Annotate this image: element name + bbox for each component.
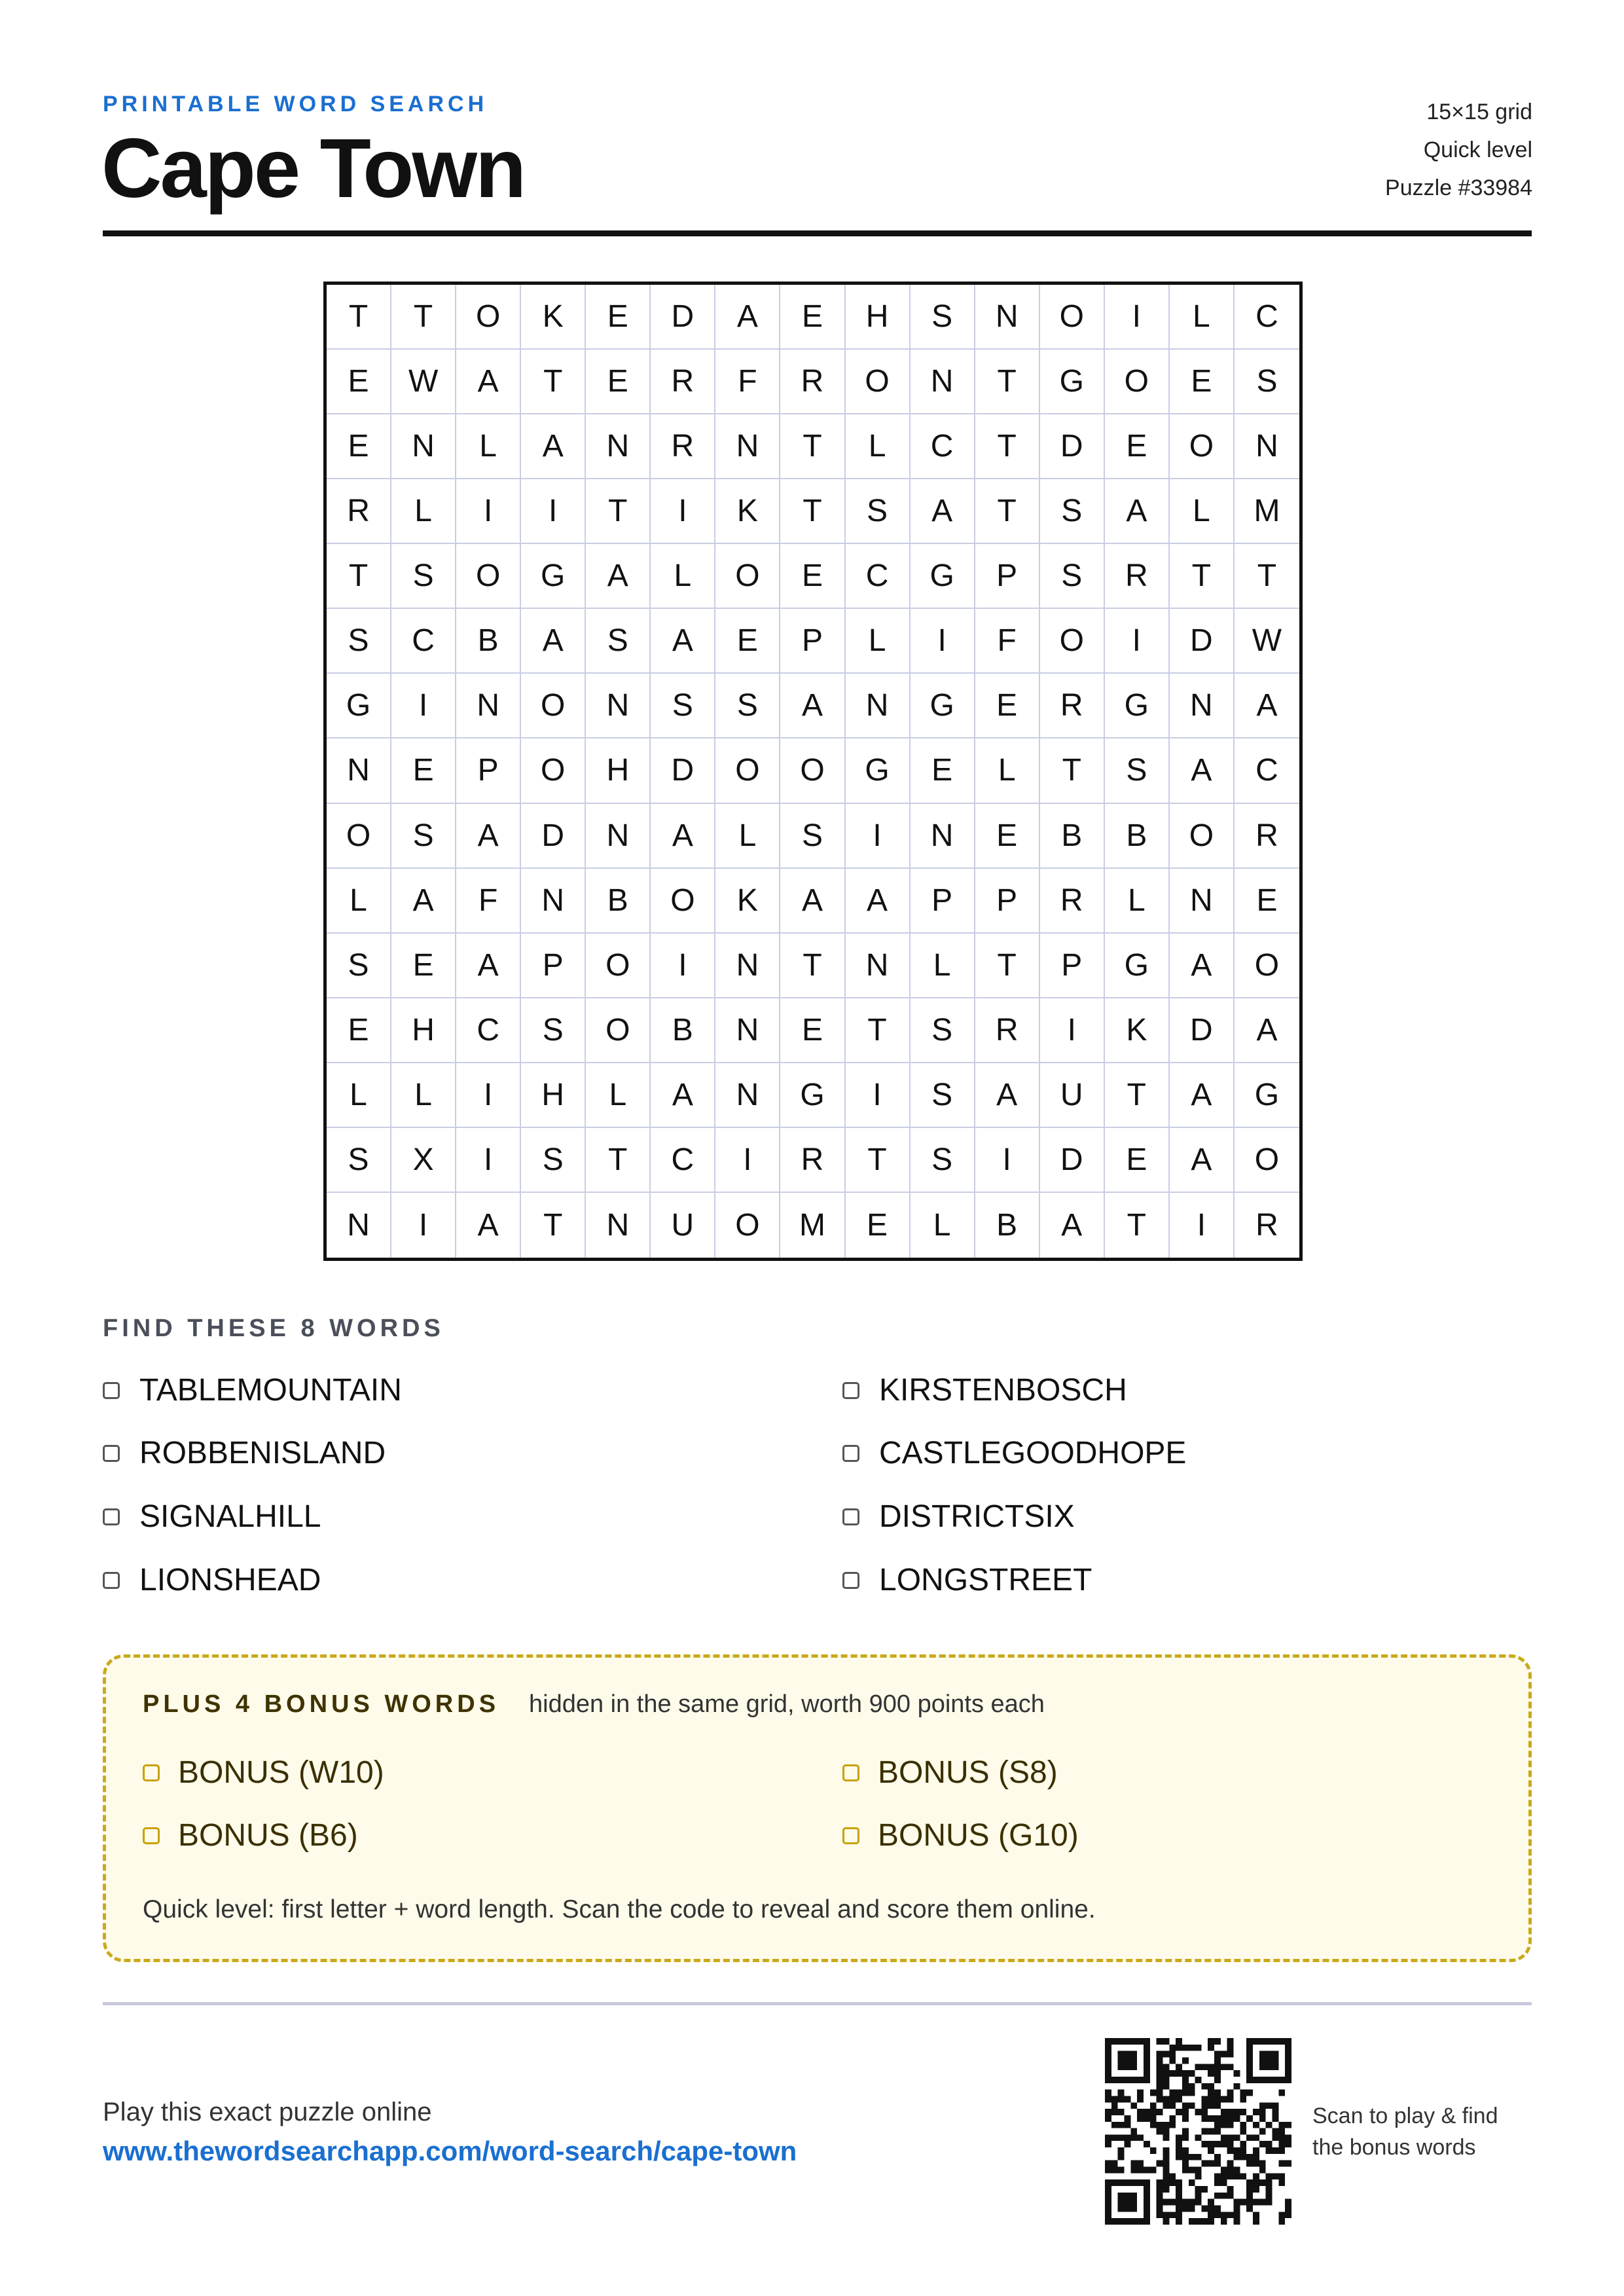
grid-cell[interactable]: L <box>391 1063 456 1128</box>
grid-cell[interactable]: N <box>911 350 975 414</box>
grid-cell[interactable]: E <box>1235 869 1299 934</box>
grid-cell[interactable]: S <box>521 998 586 1063</box>
grid-cell[interactable]: E <box>780 998 845 1063</box>
grid-cell[interactable]: N <box>715 1063 780 1128</box>
grid-cell[interactable]: O <box>1040 285 1105 350</box>
grid-cell[interactable]: D <box>1170 609 1235 674</box>
footer-divider <box>103 2002 1532 2005</box>
grid-cell[interactable]: E <box>911 738 975 803</box>
grid-cell[interactable]: I <box>846 804 911 869</box>
grid-cell[interactable]: N <box>327 1193 391 1258</box>
grid-cell[interactable]: O <box>456 285 521 350</box>
grid-cell[interactable]: I <box>846 1063 911 1128</box>
grid-cell[interactable]: E <box>715 609 780 674</box>
grid-cell[interactable]: E <box>327 998 391 1063</box>
grid-cell[interactable]: I <box>456 1128 521 1193</box>
word-list-heading: FIND THESE 8 WORDS <box>103 1315 444 1342</box>
grid-cell[interactable]: I <box>456 1063 521 1128</box>
grid-cell[interactable]: O <box>586 934 651 998</box>
letter-grid[interactable] <box>323 282 1303 1261</box>
grid-cell[interactable]: W <box>1235 609 1299 674</box>
grid-cell[interactable]: T <box>1105 1193 1170 1258</box>
grid-cell[interactable]: L <box>911 934 975 998</box>
grid-cell[interactable]: R <box>1255 1207 1278 1243</box>
grid-cell[interactable]: O <box>1170 414 1235 479</box>
grid-cell[interactable]: O <box>780 738 845 803</box>
grid-cell[interactable]: A <box>391 869 456 934</box>
grid-cell[interactable]: O <box>1235 934 1299 998</box>
word-item[interactable] <box>842 1499 1075 1535</box>
grid-cell[interactable]: N <box>586 804 651 869</box>
grid-cell[interactable]: K <box>715 479 780 544</box>
word-label: LONGSTREET <box>879 1563 1092 1597</box>
grid-cell[interactable]: S <box>911 285 975 350</box>
grid-cell[interactable]: S <box>391 544 456 609</box>
checkbox-icon[interactable] <box>103 1445 120 1462</box>
grid-cell[interactable]: A <box>911 479 975 544</box>
grid-cell[interactable]: O <box>1105 350 1170 414</box>
grid-cell[interactable]: S <box>651 674 715 738</box>
checkbox-icon[interactable] <box>103 1508 120 1525</box>
grid-cell[interactable]: A <box>1170 934 1235 998</box>
grid-cell[interactable]: E <box>1105 1128 1170 1193</box>
grid-cell[interactable]: E <box>975 804 1040 869</box>
word-label: DISTRICTSIX <box>879 1499 1075 1534</box>
grid-cell[interactable]: T <box>975 934 1040 998</box>
grid-cell[interactable]: G <box>1040 350 1105 414</box>
puzzle-meta <box>1385 93 1532 207</box>
bonus-item[interactable] <box>143 1755 384 1791</box>
grid-cell[interactable]: U <box>651 1193 715 1258</box>
grid-cell[interactable]: L <box>456 414 521 479</box>
grid-cell[interactable]: S <box>1105 738 1170 803</box>
grid-cell[interactable]: B <box>1040 804 1105 869</box>
grid-cell[interactable]: L <box>327 869 391 934</box>
grid-cell[interactable]: T <box>521 1193 586 1258</box>
grid-cell[interactable]: A <box>1235 674 1299 738</box>
grid-cell[interactable]: A <box>586 544 651 609</box>
grid-cell[interactable]: H <box>586 738 651 803</box>
grid-cell[interactable]: L <box>975 738 1040 803</box>
play-online-text: Play this exact puzzle online <box>103 2098 432 2126</box>
word-item[interactable] <box>103 1435 386 1471</box>
grid-cell[interactable]: S <box>911 1063 975 1128</box>
word-item[interactable] <box>103 1372 402 1408</box>
grid-cell[interactable]: O <box>586 998 651 1063</box>
grid-cell[interactable]: S <box>327 609 391 674</box>
bonus-note: Quick level: first letter + word length. Scan the code to reveal and score them online. <box>143 1895 1096 1923</box>
grid-cell[interactable]: N <box>327 738 391 803</box>
grid-cell[interactable]: E <box>327 350 391 414</box>
bonus-description: hidden in the same grid, worth 900 points each <box>529 1690 1045 1718</box>
grid-cell[interactable]: T <box>521 350 586 414</box>
grid-cell[interactable]: T <box>1235 544 1299 609</box>
word-label: LIONSHEAD <box>139 1563 321 1597</box>
grid-cell[interactable]: R <box>780 1128 845 1193</box>
grid-cell[interactable]: E <box>391 738 456 803</box>
grid-cell[interactable]: D <box>1040 1128 1105 1193</box>
grid-cell[interactable]: H <box>391 998 456 1063</box>
grid-cell[interactable]: E <box>586 285 651 350</box>
bonus-label: BONUS (S8) <box>878 1755 1058 1790</box>
grid-cell[interactable]: G <box>1235 1063 1299 1128</box>
word-item[interactable] <box>842 1372 1127 1408</box>
grid-cell[interactable]: N <box>715 934 780 998</box>
grid-cell[interactable]: S <box>911 1128 975 1193</box>
grid-cell[interactable]: S <box>1040 479 1105 544</box>
grid-cell[interactable]: R <box>651 350 715 414</box>
bonus-item[interactable] <box>143 1817 358 1853</box>
puzzle-url-link[interactable]: www.thewordsearchapp.com/word-search/cape-town <box>103 2136 797 2166</box>
grid-cell[interactable]: S <box>327 934 391 998</box>
grid-cell[interactable]: H <box>846 285 911 350</box>
checkbox-icon[interactable] <box>842 1764 859 1781</box>
grid-cell[interactable]: K <box>1105 998 1170 1063</box>
grid-cell[interactable]: G <box>911 544 975 609</box>
checkbox-icon[interactable] <box>842 1382 859 1399</box>
grid-cell[interactable]: T <box>586 479 651 544</box>
grid-cell[interactable]: N <box>586 674 651 738</box>
grid-cell[interactable]: A <box>975 1063 1040 1128</box>
grid-cell[interactable]: T <box>1040 738 1105 803</box>
grid-cell[interactable]: C <box>651 1128 715 1193</box>
grid-cell[interactable]: R <box>1040 674 1105 738</box>
grid-cell[interactable]: T <box>975 414 1040 479</box>
grid-cell[interactable]: D <box>521 804 586 869</box>
grid-cell[interactable]: N <box>1235 414 1299 479</box>
grid-cell[interactable]: O <box>715 1193 780 1258</box>
grid-cell[interactable]: A <box>715 285 780 350</box>
grid-cell[interactable]: I <box>391 1193 456 1258</box>
bonus-label: BONUS (G10) <box>878 1818 1079 1853</box>
grid-cell[interactable]: L <box>651 544 715 609</box>
grid-cell[interactable]: O <box>1170 804 1235 869</box>
page-title: Cape Town <box>101 122 525 215</box>
grid-cell[interactable]: R <box>1235 804 1299 869</box>
grid-cell[interactable]: A <box>780 674 845 738</box>
grid-cell[interactable]: N <box>911 804 975 869</box>
grid-cell[interactable]: C <box>1235 285 1299 350</box>
grid-cell[interactable]: A <box>1105 479 1170 544</box>
grid-cell[interactable]: K <box>521 285 586 350</box>
checkbox-icon[interactable] <box>103 1572 120 1589</box>
grid-cell[interactable]: A <box>521 609 586 674</box>
checkbox-icon[interactable] <box>842 1508 859 1525</box>
grid-cell[interactable]: T <box>327 285 391 350</box>
grid-cell[interactable]: L <box>391 479 456 544</box>
grid-cell[interactable]: A <box>456 934 521 998</box>
grid-cell[interactable]: A <box>780 869 845 934</box>
scan-instructions <box>1312 2100 1498 2163</box>
grid-cell[interactable]: N <box>521 869 586 934</box>
checkbox-icon[interactable] <box>143 1764 160 1781</box>
header-divider <box>103 230 1532 236</box>
grid-cell[interactable]: O <box>521 738 586 803</box>
grid-cell[interactable]: R <box>651 414 715 479</box>
grid-cell[interactable]: R <box>327 479 391 544</box>
grid-cell[interactable]: C <box>456 998 521 1063</box>
grid-cell[interactable]: N <box>715 998 780 1063</box>
grid-cell[interactable]: T <box>391 285 456 350</box>
word-label: CASTLEGOODHOPE <box>879 1436 1187 1470</box>
checkbox-icon[interactable] <box>143 1827 160 1844</box>
grid-cell[interactable]: I <box>1105 285 1170 350</box>
grid-cell[interactable]: C <box>391 609 456 674</box>
grid-cell[interactable]: P <box>975 544 1040 609</box>
grid-cell[interactable]: N <box>846 674 911 738</box>
grid-cell[interactable]: N <box>456 674 521 738</box>
grid-cell[interactable]: N <box>586 414 651 479</box>
grid-cell[interactable]: L <box>327 1063 391 1128</box>
grid-cell[interactable]: P <box>911 869 975 934</box>
grid-cell[interactable]: R <box>1040 869 1105 934</box>
grid-cell[interactable]: F <box>975 609 1040 674</box>
qr-code[interactable] <box>1105 2038 1291 2225</box>
grid-cell[interactable]: E <box>846 1193 911 1258</box>
grid-cell[interactable]: I <box>1105 609 1170 674</box>
grid-cell[interactable]: G <box>911 674 975 738</box>
bonus-label: BONUS (B6) <box>178 1818 358 1853</box>
grid-cell[interactable]: A <box>1040 1193 1105 1258</box>
checkbox-icon[interactable] <box>842 1572 859 1589</box>
grid-cell[interactable]: I <box>715 1128 780 1193</box>
grid-cell[interactable]: S <box>391 804 456 869</box>
grid-cell[interactable]: B <box>456 609 521 674</box>
grid-cell[interactable]: U <box>1040 1063 1105 1128</box>
grid-cell[interactable]: K <box>715 869 780 934</box>
grid-cell[interactable]: I <box>651 934 715 998</box>
grid-cell[interactable]: M <box>780 1193 845 1258</box>
scan-line: Scan to play & find <box>1312 2104 1498 2128</box>
grid-cell[interactable]: T <box>780 414 845 479</box>
grid-cell[interactable]: T <box>780 479 845 544</box>
grid-cell[interactable]: T <box>975 350 1040 414</box>
grid-cell[interactable]: C <box>1235 738 1299 803</box>
grid-cell[interactable]: O <box>1040 609 1105 674</box>
grid-cell[interactable]: F <box>456 869 521 934</box>
grid-cell[interactable]: R <box>975 998 1040 1063</box>
word-label: ROBBENISLAND <box>139 1436 386 1470</box>
grid-cell[interactable]: I <box>1170 1193 1235 1258</box>
grid-cell[interactable]: P <box>456 738 521 803</box>
grid-cell[interactable]: T <box>1170 544 1235 609</box>
grid-cell[interactable]: G <box>327 674 391 738</box>
grid-cell[interactable]: B <box>975 1193 1040 1258</box>
grid-cell[interactable]: S <box>846 479 911 544</box>
grid-cell[interactable]: L <box>1170 285 1235 350</box>
grid-cell[interactable]: L <box>1105 869 1170 934</box>
grid-cell[interactable]: L <box>586 1063 651 1128</box>
grid-cell[interactable]: L <box>846 609 911 674</box>
grid-cell[interactable]: C <box>846 544 911 609</box>
difficulty-level: Quick level <box>1423 137 1532 162</box>
bonus-label: BONUS (W10) <box>178 1755 384 1790</box>
grid-cell[interactable]: A <box>1170 1128 1235 1193</box>
grid-cell[interactable]: T <box>1105 1063 1170 1128</box>
grid-cell[interactable]: P <box>521 934 586 998</box>
word-item[interactable] <box>842 1562 1092 1598</box>
grid-cell[interactable]: T <box>846 998 911 1063</box>
grid-cell[interactable]: E <box>1105 414 1170 479</box>
puzzle-number: Puzzle #33984 <box>1385 175 1532 200</box>
grid-size: 15×15 grid <box>1426 100 1532 124</box>
grid-cell[interactable]: T <box>780 934 845 998</box>
grid-cell[interactable]: A <box>456 1193 521 1258</box>
kicker-label: PRINTABLE WORD SEARCH <box>103 92 488 117</box>
bonus-item[interactable] <box>842 1755 1058 1791</box>
grid-cell[interactable]: S <box>1040 544 1105 609</box>
word-item[interactable] <box>103 1562 321 1598</box>
grid-cell[interactable]: S <box>780 804 845 869</box>
word-label: SIGNALHILL <box>139 1499 321 1534</box>
grid-cell[interactable]: L <box>715 804 780 869</box>
grid-cell[interactable]: D <box>651 738 715 803</box>
grid-cell[interactable]: A <box>651 1063 715 1128</box>
grid-cell[interactable]: O <box>1235 1128 1299 1193</box>
grid-cell[interactable]: G <box>1105 674 1170 738</box>
grid-cell[interactable]: C <box>911 414 975 479</box>
grid-cell[interactable]: R <box>780 350 845 414</box>
grid-cell[interactable]: O <box>327 804 391 869</box>
grid-cell[interactable]: P <box>780 609 845 674</box>
grid-cell[interactable]: O <box>651 869 715 934</box>
grid-cell[interactable]: X <box>391 1128 456 1193</box>
grid-cell[interactable]: A <box>456 804 521 869</box>
grid-cell[interactable]: T <box>846 1128 911 1193</box>
grid-cell[interactable]: A <box>1235 998 1299 1063</box>
grid-cell[interactable]: D <box>651 285 715 350</box>
grid-cell[interactable]: A <box>651 609 715 674</box>
grid-cell[interactable]: H <box>521 1063 586 1128</box>
grid-cell[interactable]: B <box>1105 804 1170 869</box>
grid-cell[interactable]: O <box>715 738 780 803</box>
grid-cell[interactable]: E <box>586 350 651 414</box>
checkbox-icon[interactable] <box>842 1445 859 1462</box>
grid-cell[interactable]: L <box>911 1193 975 1258</box>
grid-cell[interactable]: B <box>586 869 651 934</box>
grid-cell[interactable]: T <box>586 1128 651 1193</box>
grid-cell[interactable]: E <box>391 934 456 998</box>
grid-cell[interactable]: A <box>651 804 715 869</box>
grid-cell[interactable]: S <box>1235 350 1299 414</box>
grid-cell[interactable]: S <box>521 1128 586 1193</box>
grid-cell[interactable]: N <box>1170 869 1235 934</box>
checkbox-icon[interactable] <box>842 1827 859 1844</box>
grid-cell[interactable]: S <box>327 1128 391 1193</box>
grid-cell[interactable]: A <box>1170 738 1235 803</box>
grid-cell[interactable]: I <box>651 479 715 544</box>
word-item[interactable] <box>103 1499 321 1535</box>
scan-line: the bonus words <box>1312 2135 1476 2160</box>
grid-cell[interactable]: G <box>846 738 911 803</box>
grid-cell[interactable]: O <box>456 544 521 609</box>
grid-cell[interactable]: S <box>586 609 651 674</box>
grid-cell[interactable]: I <box>911 609 975 674</box>
grid-cell[interactable]: P <box>1040 934 1105 998</box>
grid-cell[interactable]: E <box>1170 350 1235 414</box>
grid-cell[interactable]: M <box>1235 479 1299 544</box>
grid-cell[interactable]: N <box>846 934 911 998</box>
grid-cell[interactable]: I <box>975 1128 1040 1193</box>
grid-cell[interactable]: R <box>1105 544 1170 609</box>
grid-cell[interactable]: B <box>651 998 715 1063</box>
grid-cell[interactable]: I <box>521 479 586 544</box>
word-label: KIRSTENBOSCH <box>879 1373 1127 1408</box>
grid-cell[interactable]: O <box>846 350 911 414</box>
grid-cell[interactable]: T <box>327 544 391 609</box>
grid-cell[interactable]: A <box>846 869 911 934</box>
checkbox-icon[interactable] <box>103 1382 120 1399</box>
grid-cell[interactable]: N <box>586 1193 651 1258</box>
grid-cell[interactable]: N <box>715 414 780 479</box>
grid-cell[interactable]: A <box>1170 1063 1235 1128</box>
grid-cell[interactable]: N <box>975 285 1040 350</box>
grid-cell[interactable]: I <box>456 479 521 544</box>
grid-cell[interactable]: I <box>391 674 456 738</box>
grid-cell[interactable]: D <box>1170 998 1235 1063</box>
grid-cell[interactable]: N <box>1170 674 1235 738</box>
grid-cell[interactable]: W <box>391 350 456 414</box>
bonus-item[interactable] <box>842 1817 1079 1853</box>
grid-cell[interactable]: A <box>521 414 586 479</box>
grid-cell[interactable]: S <box>715 674 780 738</box>
grid-cell[interactable]: E <box>327 414 391 479</box>
grid-cell[interactable]: A <box>456 350 521 414</box>
grid-cell[interactable]: N <box>391 414 456 479</box>
grid-cell[interactable]: G <box>521 544 586 609</box>
grid-cell[interactable]: O <box>521 674 586 738</box>
grid-cell[interactable]: E <box>975 674 1040 738</box>
grid-cell[interactable]: O <box>715 544 780 609</box>
word-item[interactable] <box>842 1435 1186 1471</box>
grid-cell[interactable]: E <box>780 285 845 350</box>
grid-cell[interactable]: E <box>780 544 845 609</box>
grid-cell[interactable]: I <box>1040 998 1105 1063</box>
grid-cell[interactable]: P <box>975 869 1040 934</box>
grid-cell[interactable]: G <box>780 1063 845 1128</box>
grid-cell[interactable]: D <box>1040 414 1105 479</box>
grid-cell[interactable]: L <box>846 414 911 479</box>
bonus-heading: PLUS 4 BONUS WORDS <box>143 1690 500 1718</box>
grid-cell[interactable]: T <box>975 479 1040 544</box>
grid-cell[interactable]: L <box>1170 479 1235 544</box>
word-label: TABLEMOUNTAIN <box>139 1373 402 1408</box>
grid-cell[interactable]: G <box>1105 934 1170 998</box>
grid-cell[interactable]: F <box>715 350 780 414</box>
grid-cell[interactable]: S <box>911 998 975 1063</box>
